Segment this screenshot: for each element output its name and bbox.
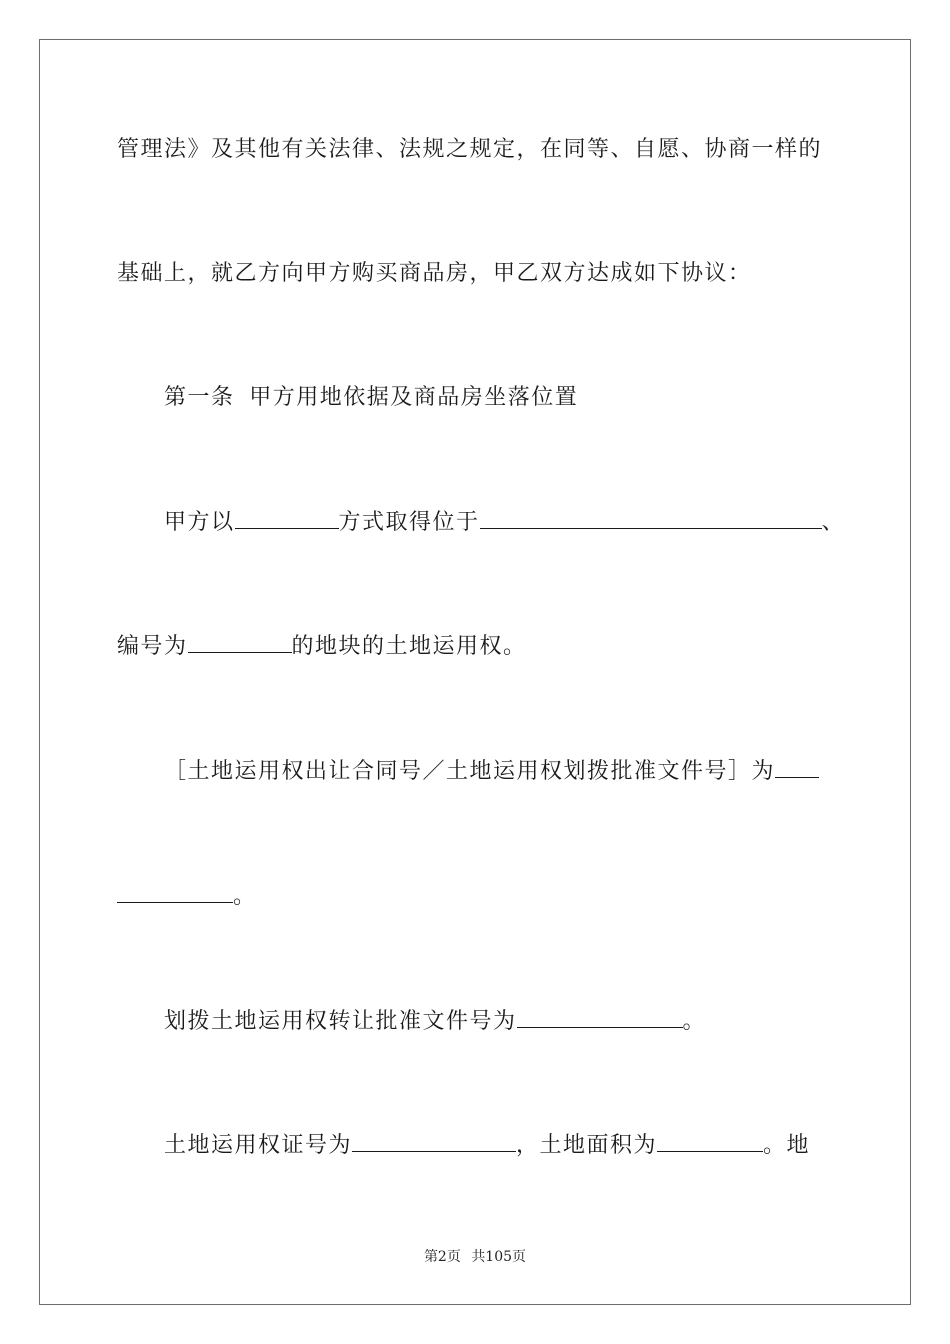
text-segment: ［土地运用权出让合同号／土地运用权划拨批准文件号］为 (164, 759, 776, 784)
body-line-8 (164, 1007, 706, 1037)
body-line-1: 管理法》及其他有关法律、法规之规定，在同等、自愿、协商一样的 (117, 137, 823, 162)
text-segment: 甲方以 (164, 510, 235, 535)
text-segment: 方式取得位于 (338, 510, 480, 535)
page-border (39, 39, 911, 1305)
text-segment: 编号为 (117, 634, 188, 659)
fill-in-blank-location[interactable] (480, 508, 822, 529)
text-segment: ，土地面积为 (516, 1133, 658, 1158)
body-line-9 (164, 1131, 810, 1161)
body-line-7 (117, 882, 257, 912)
fill-in-blank-plot-number[interactable] (188, 632, 292, 653)
fill-in-blank-contract-number-continued[interactable] (117, 882, 233, 903)
article-heading: 第一条 甲方用地依据及商品房坐落位置 (164, 385, 579, 410)
text-segment: 的地块的土地运用权。 (291, 634, 527, 659)
page-number: 第2页 (423, 1249, 461, 1265)
body-line-2: 基础上，就乙方向甲方购买商品房，甲乙双方达成如下协议： (117, 261, 752, 286)
page-total: 共105页 (471, 1249, 527, 1265)
text-segment: 划拨土地运用权转让批准文件号为 (164, 1009, 517, 1034)
fill-in-blank-certificate-number[interactable] (352, 1131, 516, 1152)
fill-in-blank-transfer-approval-number[interactable] (517, 1007, 683, 1028)
fill-in-blank-acquisition-method[interactable] (235, 508, 339, 529)
page-footer (0, 1248, 950, 1266)
body-line-5 (117, 632, 527, 662)
body-line-6 (164, 757, 819, 787)
text-segment: 。 (233, 884, 257, 909)
text-segment: 、 (821, 510, 846, 535)
text-segment: 。 (682, 1009, 707, 1034)
text-segment: 土地运用权证号为 (164, 1133, 353, 1158)
text-segment: 。地 (763, 1133, 811, 1158)
fill-in-blank-land-area[interactable] (657, 1131, 763, 1152)
fill-in-blank-contract-number[interactable] (775, 757, 819, 778)
body-line-4 (164, 508, 845, 538)
